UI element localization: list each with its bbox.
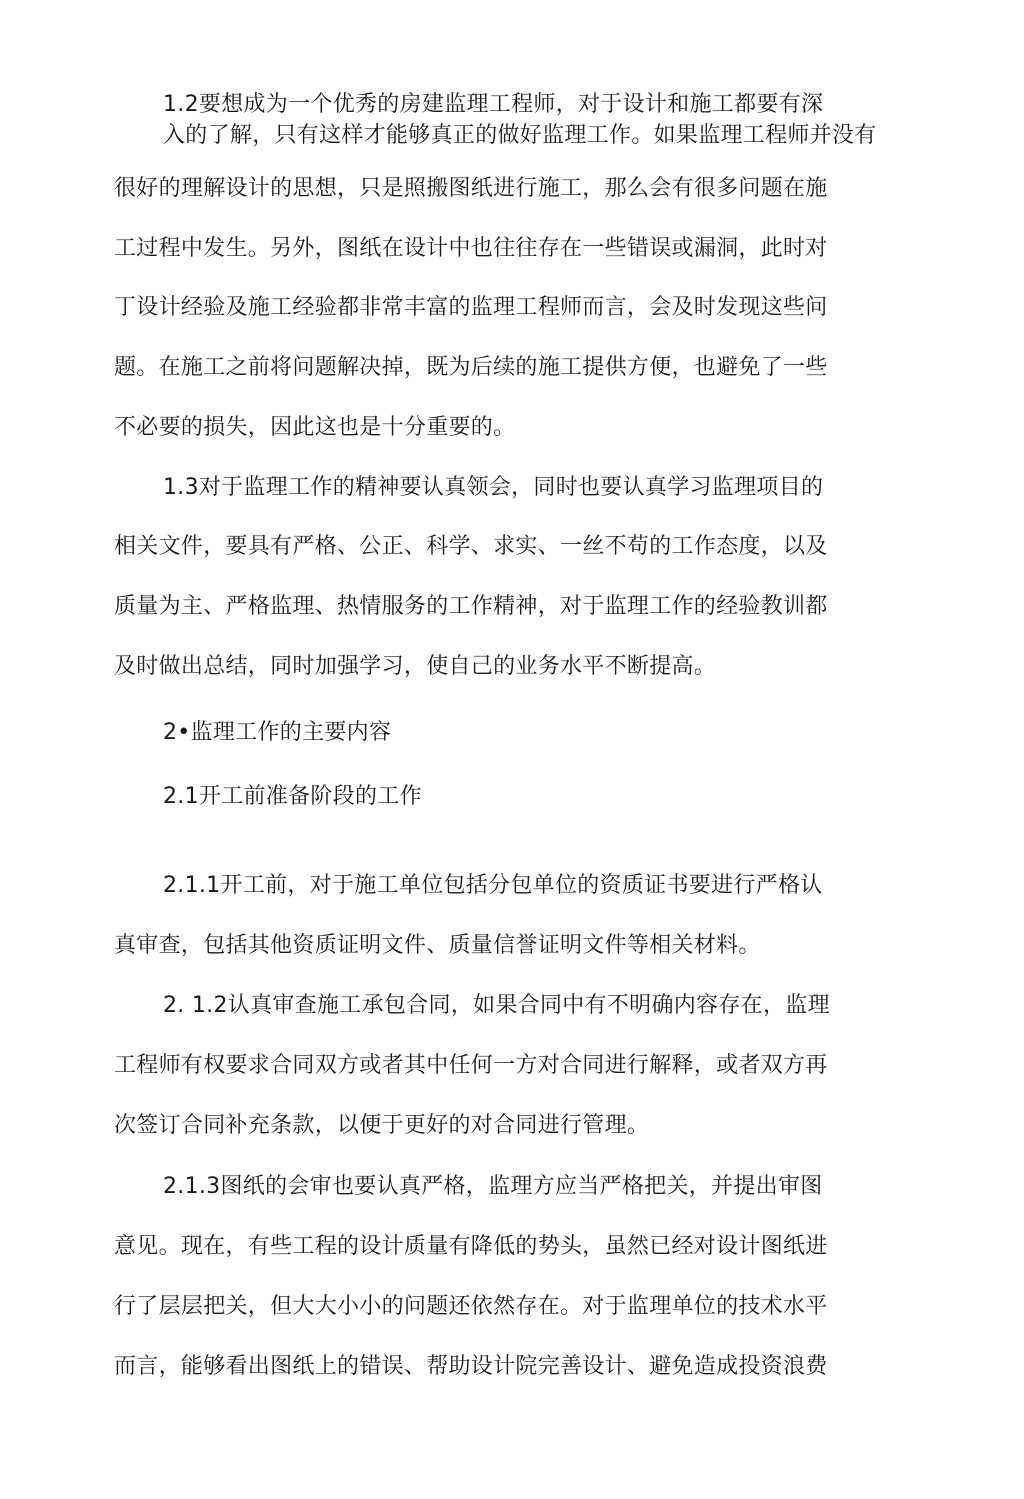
- text-line: 工过程中发生。另外，图纸在设计中也往往存在一些错误或漏洞，此时对: [114, 236, 828, 261]
- text-line: 意见。现在，有些工程的设计质量有降低的势头，虽然已经对设计图纸进: [114, 1234, 828, 1259]
- text-line: 1.2要想成为一个优秀的房建监理工程师，对于设计和施工都要有深: [163, 92, 824, 117]
- text-line: 及时做出总结，同时加强学习，使自己的业务水平不断提高。: [114, 654, 717, 679]
- text-line: 真审查，包括其他资质证明文件、质量信誉证明文件等相关材料。: [114, 933, 761, 958]
- text-line: 丁设计经验及施工经验都非常丰富的监理工程师而言，会及时发现这些问: [114, 295, 828, 320]
- text-line: 很好的理解设计的思想，只是照搬图纸进行施工，那么会有很多问题在施: [114, 176, 828, 201]
- section-heading: 2•监理工作的主要内容: [163, 720, 392, 745]
- text-line: 相关文件，要具有严格、公正、科学、求实、一丝不苟的工作态度，以及: [114, 534, 828, 559]
- text-line: 2.1.3图纸的会审也要认真严格，监理方应当严格把关，并提出审图: [163, 1174, 823, 1199]
- text-line: 题。在施工之前将问题解决掉，既为后续的施工提供方便，也避免了一些: [114, 355, 828, 380]
- text-line: 质量为主、严格监理、热情服务的工作精神，对于监理工作的经验教训都: [114, 594, 828, 619]
- text-line: 行了层层把关，但大大小小的问题还依然存在。对于监理单位的技术水平: [114, 1294, 828, 1319]
- text-line: 1.3对于监理工作的精神要认真领会，同时也要认真学习监理项目的: [163, 475, 824, 500]
- section-heading: 2.1开工前准备阶段的工作: [163, 784, 422, 809]
- text-line: 次签订合同补充条款，以便于更好的对合同进行管理。: [114, 1113, 650, 1138]
- text-line: 而言，能够看出图纸上的错误、帮助设计院完善设计、避免造成投资浪费: [114, 1354, 828, 1379]
- text-line: 不必要的损失，因此这也是十分重要的。: [114, 415, 516, 440]
- text-line: 2.1.1开工前，对于施工单位包括分包单位的资质证书要进行严格认: [163, 873, 823, 898]
- text-line: 入的了解，只有这样才能够真正的做好监理工作。如果监理工程师并没有: [163, 123, 877, 148]
- text-line: 2. 1.2认真审查施工承包合同，如果合同中有不明确内容存在，监理: [163, 993, 830, 1018]
- text-line: 工程师有权要求合同双方或者其中任何一方对合同进行解释，或者双方再: [114, 1053, 828, 1078]
